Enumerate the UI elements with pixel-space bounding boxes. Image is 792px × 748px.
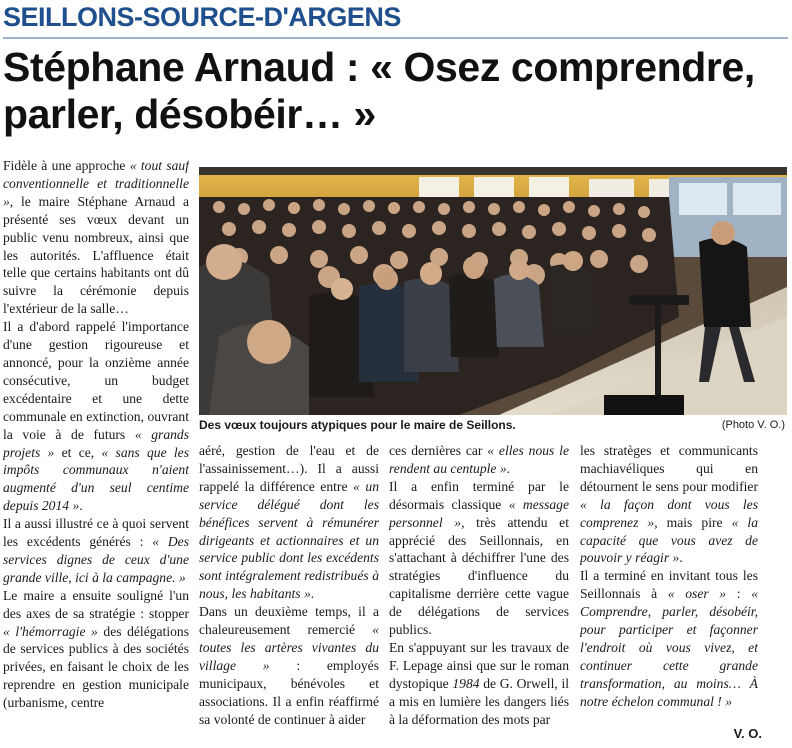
col1-paragraph-2 — [3, 318, 189, 515]
col3-paragraph-2 — [389, 478, 569, 639]
col2-paragraph-1 — [199, 442, 379, 603]
quote-text: « elles nous le rendent au centuple » — [389, 443, 569, 476]
author-signature: V. O. — [733, 726, 762, 741]
section-rubric: SEILLONS-SOURCE-D'ARGENS — [3, 2, 401, 32]
quote-text: « sans que les impôts communaux n'aient augmenté d'un seul centime depuis 2014 » — [3, 444, 189, 514]
body-text: : employés municipaux, bénévoles et associations. Il a enfin réaffirmé sa volonté de continuer à aider — [199, 657, 379, 727]
body-text: Il a enfin terminé par le désormais classique — [389, 478, 569, 512]
photo-credit: (Photo V. O.) — [721, 419, 785, 431]
body-text: Il a terminé en invitant tous les Seillonnais à — [580, 568, 758, 602]
quote-text: « la façon dont vous les comprenez » — [580, 496, 758, 530]
quote-text: 1984 — [452, 675, 480, 691]
body-text: , le maire Stéphane Arnaud a présenté ses vœux devant un public venu nombreux, ainsi que les autorités. L'affluence était telle que certains habitants ont dû suivre la cérémonie depuis l'extérieur de la salle… — [3, 193, 189, 317]
col1-paragraph-4 — [3, 587, 189, 712]
article-column-3 — [389, 442, 569, 748]
quote-text: « un service délégué dont les bénéfices servent à rémunérer dirigeants et actionnaires et un service public dont les excédents sont intégralement redistribués à nous, les habitants » — [199, 478, 379, 602]
article-column-2 — [199, 442, 379, 748]
quote-text: « grands projets » — [3, 426, 189, 460]
col3-paragraph-3 — [389, 639, 569, 729]
body-text: Il a aussi illustré ce à quoi servent les excédents générés : — [3, 516, 189, 550]
col4-paragraph-1 — [580, 442, 758, 567]
quote-text: « toutes les artères vivantes du village » — [199, 622, 379, 673]
article-column-4 — [580, 442, 758, 732]
quote-text: « message personnel » — [389, 496, 569, 530]
quote-text: « l'hémorragie » — [3, 623, 98, 639]
body-text: aéré, gestion de l'eau et de l'assainissement…). Il a aussi rappelé la différence entre — [199, 443, 379, 494]
body-text: de G. Orwell, il a mis en lumière les dangers liés à la déformation des mots par — [389, 675, 569, 727]
col3-paragraph-1 — [389, 442, 569, 478]
body-text: . — [310, 586, 315, 602]
col2-paragraph-2 — [199, 603, 379, 728]
body-text: . — [506, 460, 511, 476]
col4-paragraph-2 — [580, 567, 758, 710]
body-text: . — [79, 498, 83, 514]
body-text: , mais pire — [654, 514, 732, 530]
caption-text: Des vœux toujours atypiques pour le maire de Seillons. — [199, 418, 516, 432]
body-text: , très attendu et apprécié des Seillonnais, en s'attachant à déchiffrer l'une des stratégies d'influence du capitalisme derrière cette vague de délégations de services publics. — [389, 514, 569, 638]
headline: Stéphane Arnaud : « Osez comprendre, parler, désobéir… » — [3, 44, 755, 137]
article-photo — [199, 167, 787, 415]
body-text: les stratèges et communicants machiavéliques qui en détournent le sens pour modifier — [580, 443, 758, 494]
quote-text: « oser » — [667, 586, 727, 602]
audience-photo-illustration — [199, 167, 787, 415]
body-text: : — [726, 586, 752, 602]
photo-caption — [199, 416, 787, 434]
body-text: des délégations de services publics à des sociétés privées, en faisant le choix de les reprendre en gestion municipale (urbanisme, centre — [3, 623, 189, 711]
article-column-1 — [3, 157, 189, 748]
quote-text: « la capacité que vous avez de pouvoir y réagir » — [580, 514, 758, 566]
quote-text: « Des services dignes de ceux d'une grande ville, ici à la campagne. » — [3, 534, 189, 585]
body-text: En s'appuyant sur les travaux de F. Lepage ainsi que sur le roman dystopique — [389, 639, 569, 691]
body-text: et ce, — [54, 444, 102, 460]
quote-text: « Comprendre, parler, désobéir, pour participer et façonner l'endroit où vous vivez, et continuer cette grande transformation, au moins… À notre échelon communal ! » — [580, 586, 758, 709]
body-text: . — [679, 550, 683, 566]
col1-paragraph-3 — [3, 515, 189, 587]
body-text: Fidèle à une approche — [3, 158, 130, 173]
body-text: Le maire a ensuite souligné l'un des axes de sa stratégie : stopper — [3, 587, 189, 621]
col1-paragraph-1 — [3, 157, 189, 318]
quote-text: « tout sauf conventionnelle et traditionnelle » — [3, 158, 189, 209]
body-text: ces dernières car — [389, 443, 488, 458]
rubric-rule — [3, 37, 788, 39]
body-text: Il a d'abord rappelé l'importance d'une gestion rigoureuse et annoncé, pour la onzième année consécutive, un budget excédentaire et une dette communale en extinction, ouvrant la voie à de futurs — [3, 319, 189, 442]
body-text: Dans un deuxième temps, il a chaleureusement remercié — [199, 604, 379, 638]
